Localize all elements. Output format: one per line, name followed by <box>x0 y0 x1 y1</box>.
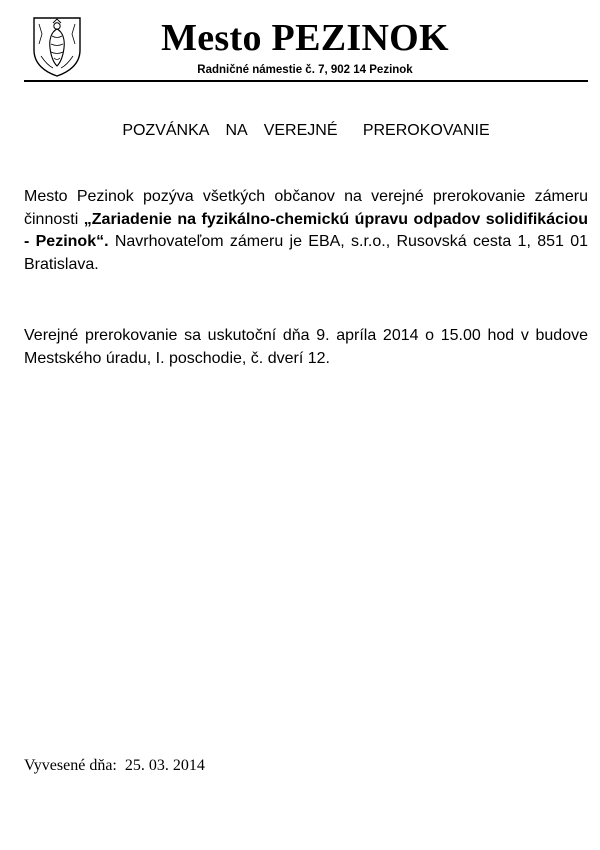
paragraph-text-proposer: Navrhovateľom zámeru je EBA, s.r.o., Rusovská cesta 1, 851 01 Bratislava. <box>24 233 588 273</box>
coat-of-arms-icon <box>31 14 83 78</box>
invitation-paragraph <box>24 186 588 276</box>
organization-title: Mesto PEZINOK <box>161 17 449 59</box>
document-title: POZVÁNKA NA VEREJNÉ PREROKOVANIE <box>122 122 490 139</box>
paragraph-text-intro: Mesto Pezinok pozýva všetkých občanov na verejné prerokovanie zámeru činnosti <box>24 188 588 228</box>
organization-address: Radničné námestie č. 7, 902 14 Pezinok <box>197 64 413 76</box>
project-name: „Zariadenie na fyzikálno-chemickú úpravu odpadov solidifikáciou - Pezinok“. <box>24 210 588 250</box>
header-divider <box>24 80 588 82</box>
posted-date: Vyvesené dňa: 25. 03. 2014 <box>24 757 205 774</box>
meeting-details-paragraph: Verejné prerokovanie sa uskutoční dňa 9. apríla 2014 o 15.00 hod v budove Mestského úradu, I. poschodie, č. dverí 12. <box>24 327 588 367</box>
